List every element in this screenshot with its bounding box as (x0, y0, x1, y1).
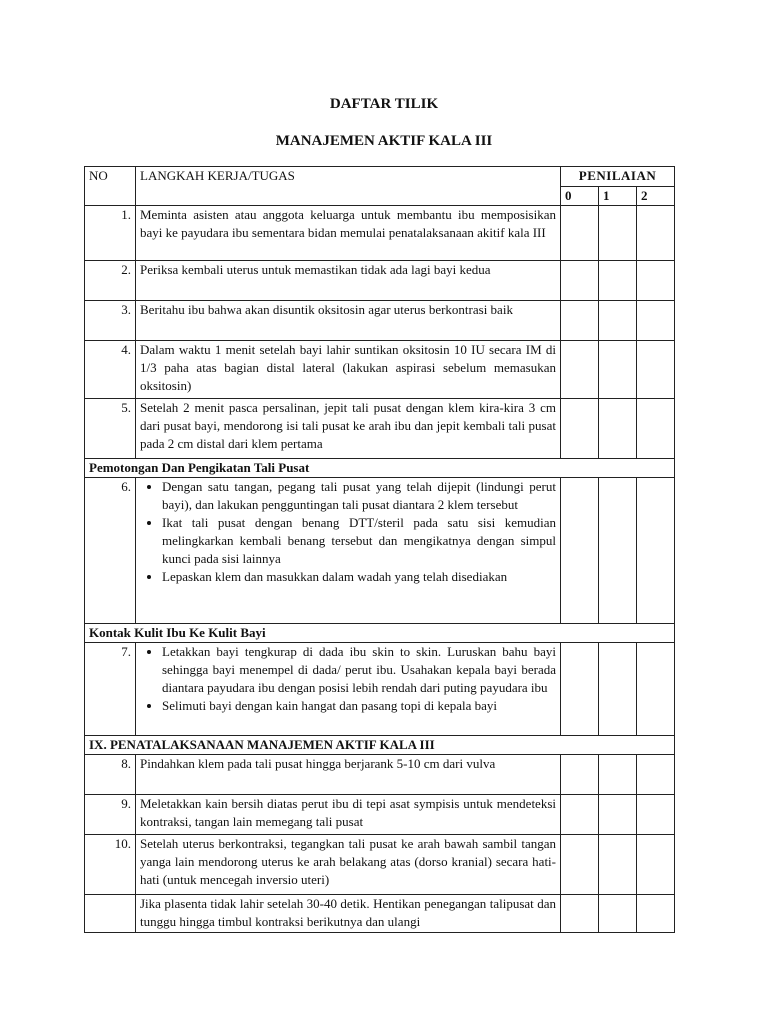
table-row (85, 895, 675, 933)
section-row (85, 459, 675, 478)
score-2-cell[interactable] (637, 301, 675, 341)
bullet-item: • Ikat tali pusat dengan benang DTT/steril pada satu sisi kemudian melingkarkan kembali benang tersebut dan mengikatnya dengan simpul kunci pada sisi lainnya (162, 514, 556, 568)
table-row (85, 341, 675, 399)
score-2-cell[interactable] (637, 755, 675, 795)
score-2-cell[interactable] (637, 261, 675, 301)
score-2-header: 2 (637, 187, 675, 206)
score-2-cell[interactable] (637, 206, 675, 261)
row-task: Dalam waktu 1 menit setelah bayi lahir suntikan oksitosin 10 IU secara IM di 1/3 paha atas bagian distal lateral (lakukan aspirasi sebelum memasukan oksitosin) (136, 341, 561, 399)
row-task: Beritahu ibu bahwa akan disuntik oksitosin agar uterus berkontrasi baik (136, 301, 561, 341)
section-row (85, 736, 675, 755)
bullet-list (140, 643, 556, 715)
row-task: Meletakkan kain bersih diatas perut ibu di tepi asat sympisis untuk mendeteksi kontraksi, tangan lain memegang tali pusat (136, 795, 561, 835)
row-task: Jika plasenta tidak lahir setelah 30-40 detik. Hentikan penegangan talipusat dan tunggu hingga timbul kontraksi berikutnya dan ulangi (136, 895, 561, 933)
header-task: LANGKAH KERJA/TUGAS (136, 167, 561, 206)
checklist-table (84, 166, 675, 933)
score-0-cell[interactable] (561, 643, 599, 736)
table-row (85, 399, 675, 459)
score-1-header: 1 (599, 187, 637, 206)
row-number: 7. (85, 643, 136, 736)
row-task: Meminta asisten atau anggota keluarga untuk membantu ibu memposisikan bayi ke payudara ibu sementara bidan memulai penatalaksanaan akitif kala III (136, 206, 561, 261)
header-no: NO (85, 167, 136, 206)
score-0-cell[interactable] (561, 206, 599, 261)
row-task: Setelah 2 menit pasca persalinan, jepit tali pusat dengan klem kira-kira 3 cm dari pusat bayi, mendorong isi tali pusat ke arah ibu dan jepit kembali tali pusat pada 2 cm distal dari klem pertama (136, 399, 561, 459)
table-row (85, 478, 675, 624)
row-task: Setelah uterus berkontraksi, tegangkan tali pusat ke arah bawah sambil tangan yanga lain mendorong uterus ke arah belakang atas (dorso kranial) secara hati-hati (untuk mencegah inversio uteri) (136, 835, 561, 895)
table-row (85, 795, 675, 835)
score-1-cell[interactable] (599, 835, 637, 895)
row-task (136, 478, 561, 624)
score-2-cell[interactable] (637, 835, 675, 895)
row-number (85, 895, 136, 933)
score-0-cell[interactable] (561, 895, 599, 933)
score-1-cell[interactable] (599, 795, 637, 835)
score-0-cell[interactable] (561, 301, 599, 341)
section-title: IX. PENATALAKSANAAN MANAJEMEN AKTIF KALA III (85, 736, 675, 755)
row-number: 5. (85, 399, 136, 459)
score-2-cell[interactable] (637, 643, 675, 736)
document-title: DAFTAR TILIK (329, 96, 439, 112)
score-1-cell[interactable] (599, 399, 637, 459)
bullet-list (140, 478, 556, 586)
bullet-item: • Dengan satu tangan, pegang tali pusat yang telah dijepit (lindungi perut bayi), dan lakukan pengguntingan tali pusat diantara 2 klem tersebut (162, 478, 556, 514)
table-row (85, 835, 675, 895)
table-row (85, 301, 675, 341)
score-1-cell[interactable] (599, 301, 637, 341)
score-1-cell[interactable] (599, 643, 637, 736)
document-subtitle: MANAJEMEN AKTIF KALA III (275, 133, 493, 149)
score-2-cell[interactable] (637, 895, 675, 933)
header-row (85, 167, 675, 187)
row-task: Periksa kembali uterus untuk memastikan tidak ada lagi bayi kedua (136, 261, 561, 301)
score-1-cell[interactable] (599, 206, 637, 261)
score-0-cell[interactable] (561, 835, 599, 895)
bullet-item: • Selimuti bayi dengan kain hangat dan pasang topi di kepala bayi (162, 697, 556, 715)
score-2-cell[interactable] (637, 399, 675, 459)
score-0-cell[interactable] (561, 755, 599, 795)
row-number: 6. (85, 478, 136, 624)
score-1-cell[interactable] (599, 895, 637, 933)
score-1-cell[interactable] (599, 341, 637, 399)
table-row (85, 643, 675, 736)
score-2-cell[interactable] (637, 478, 675, 624)
score-0-cell[interactable] (561, 795, 599, 835)
section-row (85, 624, 675, 643)
score-0-cell[interactable] (561, 478, 599, 624)
row-number: 10. (85, 835, 136, 895)
score-2-cell[interactable] (637, 795, 675, 835)
table-row (85, 261, 675, 301)
score-0-cell[interactable] (561, 399, 599, 459)
row-number: 3. (85, 301, 136, 341)
table-row (85, 755, 675, 795)
row-number: 9. (85, 795, 136, 835)
score-0-header: 0 (561, 187, 599, 206)
score-1-cell[interactable] (599, 478, 637, 624)
row-number: 4. (85, 341, 136, 399)
section-title: Pemotongan Dan Pengikatan Tali Pusat (85, 459, 675, 478)
row-task: Pindahkan klem pada tali pusat hingga berjarank 5-10 cm dari vulva (136, 755, 561, 795)
score-0-cell[interactable] (561, 261, 599, 301)
score-1-cell[interactable] (599, 755, 637, 795)
row-number: 1. (85, 206, 136, 261)
row-task (136, 643, 561, 736)
bullet-item: • Letakkan bayi tengkurap di dada ibu skin to skin. Luruskan bahu bayi sehingga bayi menempel di dada/ perut ibu. Usahakan kepala bayi berada diantara payudara ibu dengan posisi lebih rendah dari puting payudara ibu (162, 643, 556, 697)
row-number: 8. (85, 755, 136, 795)
score-2-cell[interactable] (637, 341, 675, 399)
bullet-item: • Lepaskan klem dan masukkan dalam wadah yang telah disediakan (162, 568, 556, 586)
row-number: 2. (85, 261, 136, 301)
score-0-cell[interactable] (561, 341, 599, 399)
header-score: PENILAIAN (561, 167, 675, 187)
score-1-cell[interactable] (599, 261, 637, 301)
section-title: Kontak Kulit Ibu Ke Kulit Bayi (85, 624, 675, 643)
table-row (85, 206, 675, 261)
